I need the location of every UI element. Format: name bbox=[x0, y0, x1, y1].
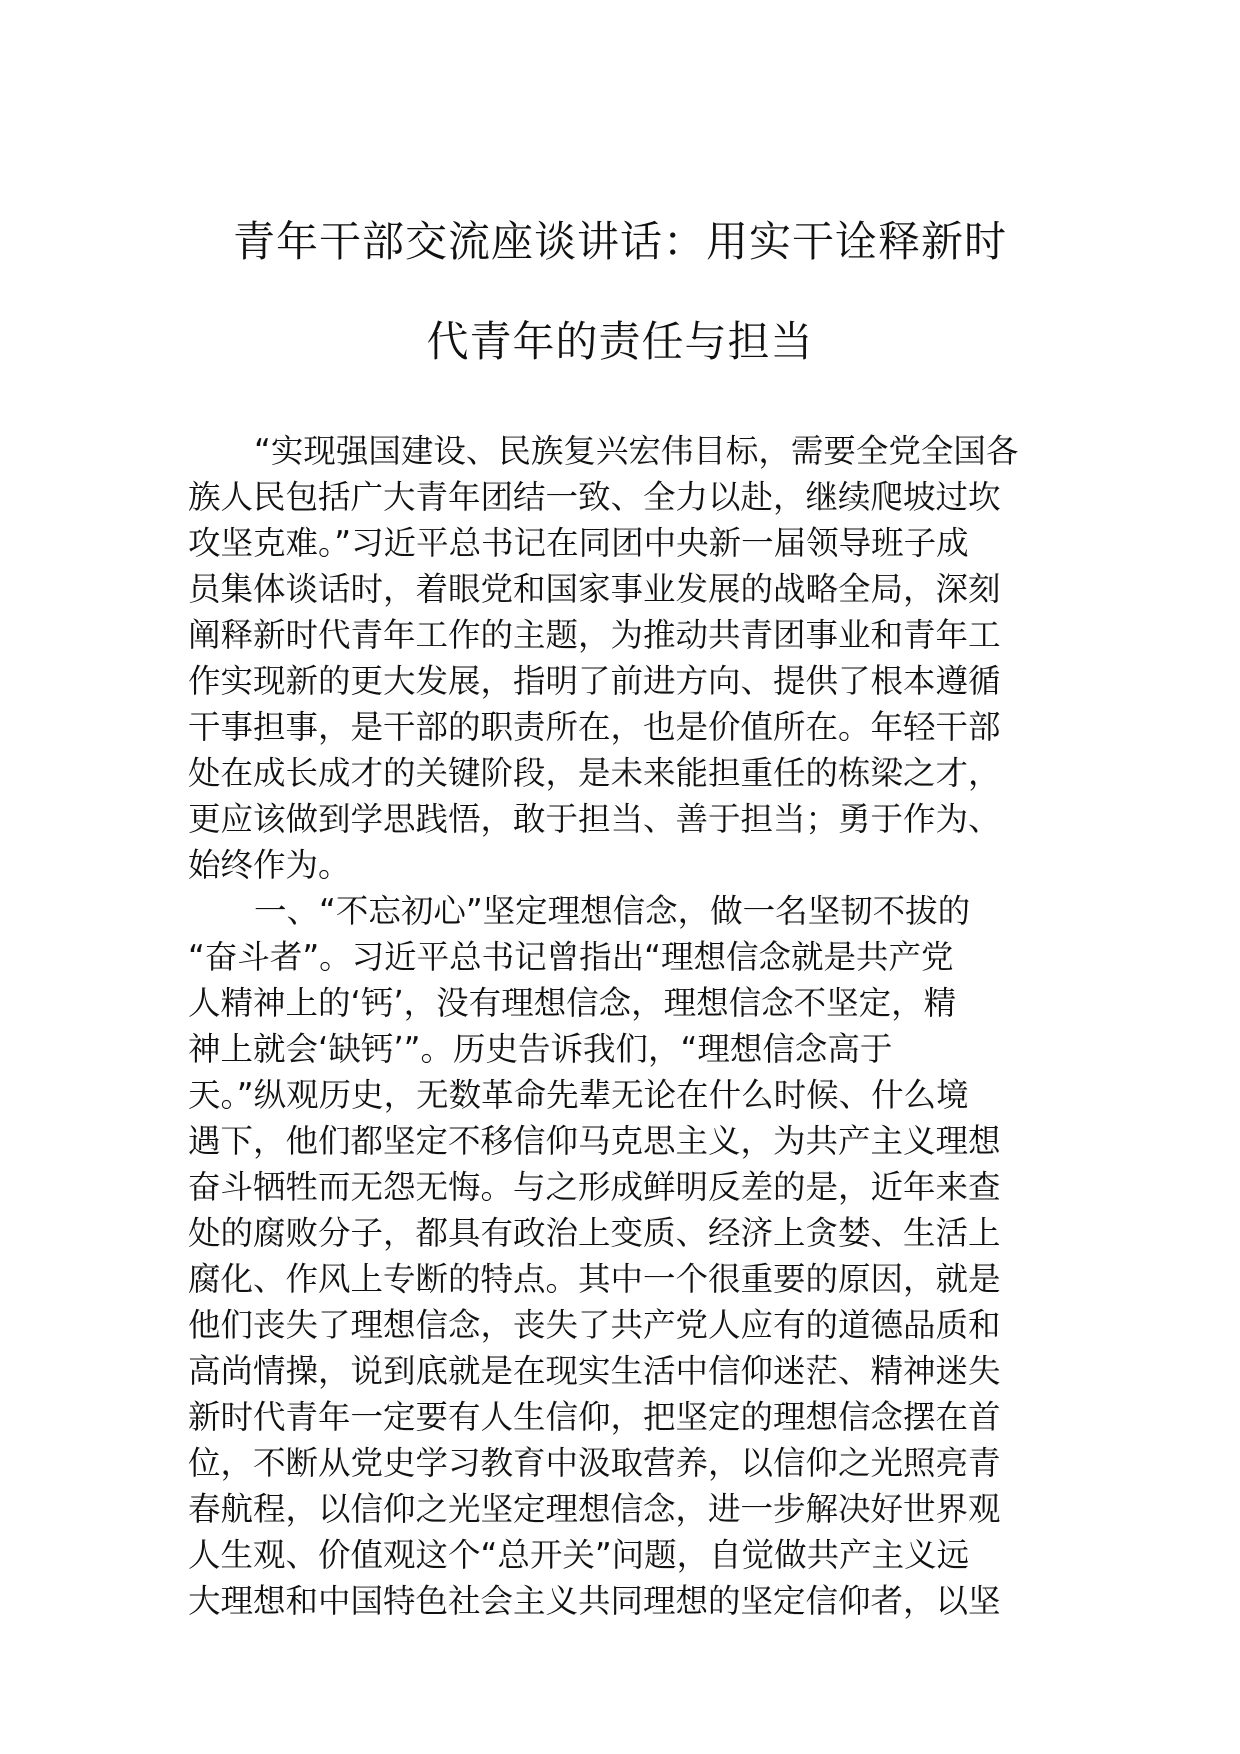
text-line: 高尚情操，说到底就是在现实生活中信仰迷茫、精神迷失 bbox=[188, 1352, 1001, 1390]
text-line: “奋斗者”。习近平总书记曾指出“理想信念就是共产党 bbox=[188, 938, 954, 976]
text-line: 处在成长成才的关键阶段，是未来能担重任的栋梁之才， bbox=[188, 754, 1001, 792]
text-line: 更应该做到学思践悟，敢于担当、善于担当；勇于作为、 bbox=[188, 800, 1001, 838]
text-line: 腐化、作风上专断的特点。其中一个很重要的原因，就是 bbox=[188, 1260, 1001, 1298]
text-line: 天。”纵观历史，无数革命先辈无论在什么时候、什么境 bbox=[188, 1076, 969, 1114]
text-line: 攻坚克难。”习近平总书记在同团中央新一届领导班子成 bbox=[188, 524, 969, 562]
text-line: 作实现新的更大发展，指明了前进方向、提供了根本遵循 bbox=[188, 662, 1001, 700]
text-line: 位，不断从党史学习教育中汲取营养，以信仰之光照亮青 bbox=[188, 1444, 1001, 1482]
section-heading-line: 一、“不忘初心”坚定理想信念，做一名坚韧不拔的 bbox=[254, 892, 971, 930]
text-line: 阐释新时代青年工作的主题，为推动共青团事业和青年工 bbox=[188, 616, 1001, 654]
text-line: 遇下，他们都坚定不移信仰马克思主义，为共产主义理想 bbox=[188, 1122, 1001, 1160]
title-line-1: 青年干部交流座谈讲话：用实干诠释新时 bbox=[232, 217, 1007, 266]
text-line: 族人民包括广大青年团结一致、全力以赴，继续爬坡过坎 bbox=[188, 478, 1001, 516]
text-line: 春航程，以信仰之光坚定理想信念，进一步解决好世界观 bbox=[188, 1490, 1001, 1528]
text-line: 人精神上的‘钙’，没有理想信念，理想信念不坚定，精 bbox=[188, 984, 957, 1022]
text-line: “实现强国建设、民族复兴宏伟目标，需要全党全国各 bbox=[254, 432, 1019, 470]
text-line: 新时代青年一定要有人生信仰，把坚定的理想信念摆在首 bbox=[188, 1398, 1001, 1436]
text-line: 神上就会‘缺钙’”。历史告诉我们，“理想信念高于 bbox=[188, 1030, 893, 1068]
text-line: 处的腐败分子，都具有政治上变质、经济上贪婪、生活上 bbox=[188, 1214, 1001, 1252]
document-body bbox=[188, 428, 1058, 1624]
text-line: 奋斗牺牲而无怨无悔。与之形成鲜明反差的是，近年来查 bbox=[188, 1168, 1001, 1206]
text-line: 大理想和中国特色社会主义共同理想的坚定信仰者，以坚 bbox=[188, 1582, 1001, 1620]
text-line: 始终作为。 bbox=[188, 846, 351, 884]
document-title bbox=[150, 192, 1090, 392]
text-line: 人生观、价值观这个“总开关”问题，自觉做共产主义远 bbox=[188, 1536, 970, 1574]
text-line: 干事担事，是干部的职责所在，也是价值所在。年轻干部 bbox=[188, 708, 1001, 746]
title-line-2: 代青年的责任与担当 bbox=[426, 317, 814, 366]
text-line: 他们丧失了理想信念，丧失了共产党人应有的道德品质和 bbox=[188, 1306, 1001, 1344]
text-line: 员集体谈话时，着眼党和国家事业发展的战略全局，深刻 bbox=[188, 570, 1001, 608]
